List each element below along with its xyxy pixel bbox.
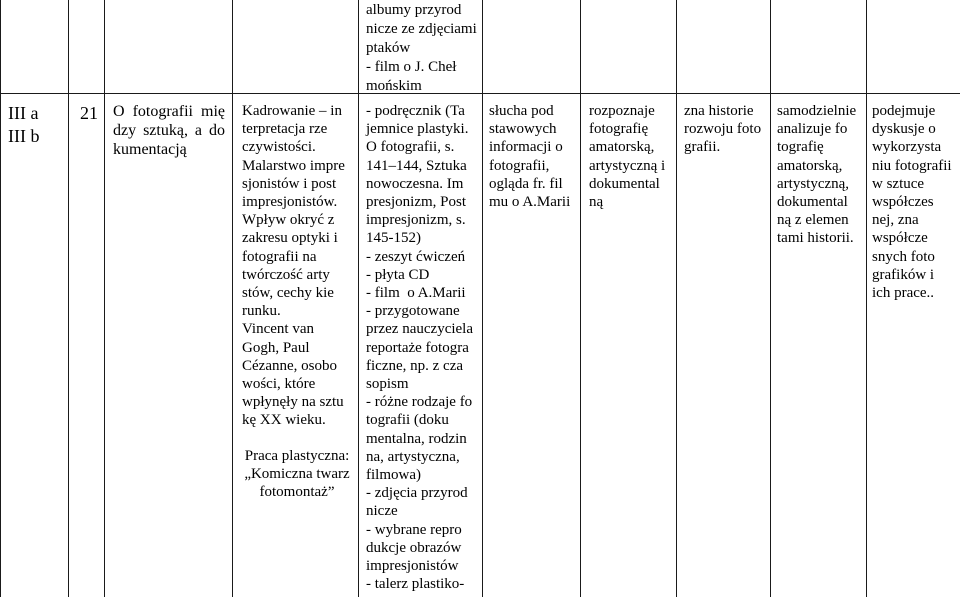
table-cell bbox=[0, 94, 68, 597]
cell-paragraph bbox=[366, 1, 480, 94]
cell-text-line: Vincent van bbox=[242, 321, 314, 338]
cell-paragraph bbox=[113, 102, 225, 159]
cell-text-line: dukcje obrazów bbox=[366, 539, 462, 556]
table-cell bbox=[770, 94, 866, 597]
cell-paragraph bbox=[242, 447, 352, 502]
cell-text-line: artystyczną i bbox=[589, 157, 666, 174]
cell-text-line: fotomontaż” bbox=[259, 484, 335, 501]
cell-text-line: 141–144, Sztuka bbox=[366, 157, 467, 174]
cell-text-line: słucha pod bbox=[489, 103, 554, 119]
cell-text-line: przez nauczyciela bbox=[366, 321, 473, 338]
table-cell bbox=[232, 0, 358, 94]
cell-text-line: - film o A.Marii bbox=[366, 285, 466, 302]
cell-text-line: informacji o bbox=[489, 139, 563, 156]
table-cell bbox=[866, 94, 960, 597]
table-cell bbox=[358, 0, 482, 94]
cell-text-line: dyskusje o bbox=[872, 121, 936, 138]
cell-text-line: jemnice plastyki. bbox=[366, 121, 469, 138]
table-cell bbox=[676, 94, 770, 597]
cell-text-line: zna historie bbox=[684, 103, 754, 119]
cell-text-line: dokumental bbox=[589, 175, 660, 192]
cell-text-line: twórczość arty bbox=[242, 266, 330, 283]
cell-text-line: - różne rodzaje fo bbox=[366, 394, 473, 411]
cell-text-line: podejmuje bbox=[872, 103, 936, 119]
table-cell bbox=[580, 0, 676, 94]
cell-text-line: nowoczesna. Im bbox=[366, 175, 464, 192]
cell-text-line: sopism bbox=[366, 376, 409, 393]
cell-text-line: 21 bbox=[80, 103, 98, 123]
cell-text-line: filmowa) bbox=[366, 467, 421, 484]
table-cell bbox=[232, 94, 358, 597]
cell-text-line: mu o A.Marii bbox=[489, 194, 571, 211]
cell-paragraph bbox=[366, 102, 480, 593]
cell-text-line: ficzne, np. z cza bbox=[366, 357, 464, 374]
cell-text-line: na, artystyczna, bbox=[366, 448, 460, 465]
cell-text-line: Gogh, Paul bbox=[242, 339, 310, 356]
table-cell bbox=[482, 0, 580, 94]
cell-text-line: tografii (doku bbox=[366, 412, 449, 429]
cell-text-line: samodzielnie bbox=[777, 103, 857, 119]
cell-paragraph bbox=[242, 102, 352, 430]
table-cell bbox=[68, 94, 104, 597]
table-cell bbox=[0, 0, 68, 94]
cell-text-line: reportaże fotogra bbox=[366, 339, 469, 356]
cell-text-line: amatorską, bbox=[589, 139, 655, 156]
cell-text-line: „Komiczna twarz bbox=[244, 465, 350, 482]
cell-text-line: Cézanne, osobo bbox=[242, 357, 337, 374]
cell-text-line: III b bbox=[8, 126, 40, 146]
cell-text-line: impresjonizm, s. bbox=[366, 212, 466, 229]
cell-text-line: O fotografii, s. bbox=[366, 139, 455, 156]
cell-text-line: grafii. bbox=[684, 139, 721, 156]
cell-text-line: artystyczną, bbox=[777, 175, 850, 192]
cell-paragraph bbox=[872, 102, 960, 302]
table-cell bbox=[482, 94, 580, 597]
cell-text-line: terpretacja rze bbox=[242, 121, 328, 138]
cell-text-line: O fotografii mię bbox=[113, 103, 225, 120]
cell-text-line: zakresu optyki i bbox=[242, 230, 338, 247]
cell-text-line: nej, zna bbox=[872, 212, 919, 229]
cell-text-line: - talerz plastiko- bbox=[366, 576, 465, 593]
cell-text-line: ną bbox=[589, 194, 604, 211]
table-cell bbox=[676, 0, 770, 94]
cell-text-line: ogląda fr. fil bbox=[489, 175, 563, 192]
cell-text-line: tami historii. bbox=[777, 230, 854, 247]
cell-text-line: rozpoznaje bbox=[589, 103, 655, 119]
cell-paragraph bbox=[777, 102, 866, 248]
cell-text-line: impresjonistów. bbox=[242, 194, 338, 211]
cell-text-line: dokumental bbox=[777, 194, 848, 211]
cell-text-line: czywistości. bbox=[242, 139, 316, 156]
cell-text-line: amatorską, bbox=[777, 157, 843, 174]
cell-text-line: nicze bbox=[366, 503, 398, 520]
cell-text-line: Malarstwo impre bbox=[242, 157, 345, 174]
table-cell bbox=[358, 94, 482, 597]
cell-text-line: - płyta CD bbox=[366, 266, 430, 283]
cell-text-line: - zdjęcia przyrod bbox=[366, 485, 468, 502]
cell-text-line: dzy sztuką, a do bbox=[113, 122, 225, 139]
cell-paragraph bbox=[589, 102, 676, 211]
cell-text-line: sjonistów i post bbox=[242, 175, 337, 192]
cell-text-line: - wybrane repro bbox=[366, 521, 462, 538]
cell-paragraph bbox=[684, 102, 770, 157]
cell-text-line: snych foto bbox=[872, 248, 935, 265]
cell-text-line: impresjonistów bbox=[366, 558, 459, 575]
cell-text-line: ich prace.. bbox=[872, 285, 935, 302]
cell-text-line: Wpływ okryć z bbox=[242, 212, 335, 229]
cell-text-line: fotografię bbox=[589, 121, 649, 138]
table-cell bbox=[104, 94, 232, 597]
table-cell bbox=[580, 94, 676, 597]
cell-text-line: stawowych bbox=[489, 121, 557, 138]
cell-text-line: kę XX wieku. bbox=[242, 412, 326, 429]
cell-text-line: wykorzysta bbox=[872, 139, 942, 156]
cell-text-line: ną z elemen bbox=[777, 212, 849, 229]
cell-text-line: grafików i bbox=[872, 266, 935, 283]
cell-paragraph bbox=[8, 102, 68, 148]
cell-text-line: - przygotowane bbox=[366, 303, 460, 320]
cell-text-line: III a bbox=[8, 103, 39, 123]
cell-text-line: wpłynęły na sztu bbox=[242, 394, 344, 411]
cell-text-line: w sztuce bbox=[872, 175, 925, 192]
cell-text-line: fotografii, bbox=[489, 157, 550, 174]
cell-text-line: Praca plastyczna: bbox=[244, 447, 350, 464]
cell-text-line: współcze bbox=[872, 230, 928, 247]
cell-text-line: kumentacją bbox=[113, 141, 187, 158]
cell-paragraph bbox=[80, 102, 104, 125]
cell-text-line: wości, które bbox=[242, 376, 316, 393]
cell-text-line: tografię bbox=[777, 139, 824, 156]
cell-text-line: - film o J. Cheł bbox=[366, 59, 457, 75]
table-cell bbox=[770, 0, 866, 94]
cell-text-line: współczes bbox=[872, 194, 934, 211]
cell-text-line: albumy przyrod bbox=[366, 2, 462, 18]
cell-text-line: presjonizm, Post bbox=[366, 194, 466, 211]
cell-text-line: niu fotografii bbox=[872, 157, 952, 174]
cell-text-line: runku. bbox=[242, 303, 281, 320]
table-cell bbox=[68, 0, 104, 94]
table-cell bbox=[866, 0, 960, 94]
cell-text-line: - zeszyt ćwiczeń bbox=[366, 248, 466, 265]
cell-text-line: analizuje fo bbox=[777, 121, 848, 138]
cell-text-line: - podręcznik (Ta bbox=[366, 103, 465, 119]
cell-text-line: mentalna, rodzin bbox=[366, 430, 467, 447]
cell-paragraph bbox=[489, 102, 580, 211]
cell-text-line: ptaków bbox=[366, 40, 411, 56]
cell-text-line: mońskim bbox=[366, 78, 422, 94]
table-cell bbox=[104, 0, 232, 94]
cell-text-line: stów, cechy kie bbox=[242, 285, 334, 302]
cell-text-line: Kadrowanie – in bbox=[242, 103, 342, 119]
cell-text-line: 145-152) bbox=[366, 230, 421, 247]
cell-text-line: rozwoju foto bbox=[684, 121, 762, 138]
cell-text-line: fotografii na bbox=[242, 248, 317, 265]
cell-text-line: nicze ze zdjęciami bbox=[366, 21, 477, 37]
